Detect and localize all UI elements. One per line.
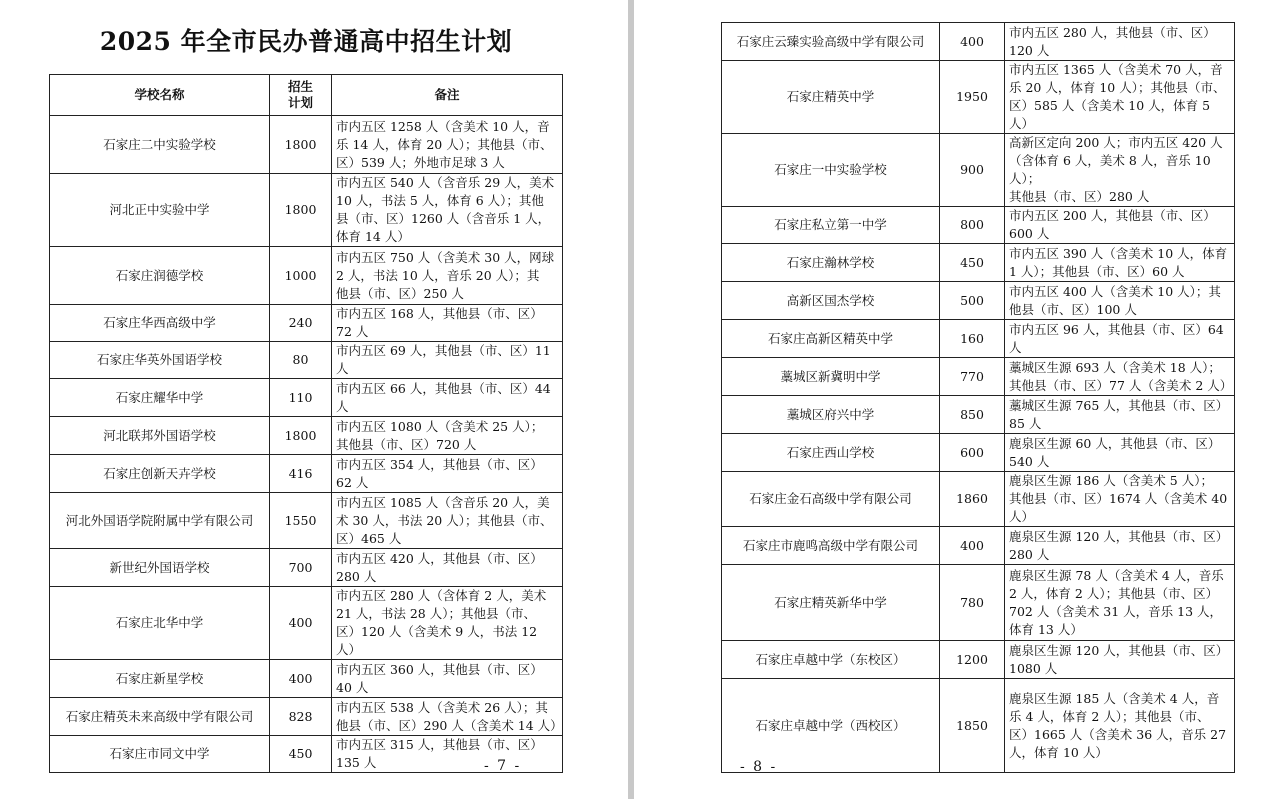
table-row	[722, 23, 1235, 61]
note-cell: 市内五区 750 人（含美术 30 人，网球 2 人，书法 10 人，音乐 20 人）；其 他县（市、区）250 人	[332, 247, 563, 305]
school-name-cell: 石家庄华西高级中学	[50, 305, 270, 342]
school-name-cell: 藁城区新冀明中学	[722, 358, 940, 396]
plan-count-cell: 900	[940, 134, 1005, 207]
note-cell: 鹿泉区生源 78 人（含美术 4 人，音乐 2 人，体育 2 人）；其他县（市、区） 702 人（含美术 31 人，音乐 13 人， 体育 13 人）	[1005, 565, 1235, 641]
note-cell: 高新区定向 200 人；市内五区 420 人 （含体育 6 人，美术 8 人，音乐 10 人）； 其他县（市、区）280 人	[1005, 134, 1235, 207]
school-name-cell: 石家庄云臻实验高级中学有限公司	[722, 23, 940, 61]
note-cell: 鹿泉区生源 120 人，其他县（市、区） 1080 人	[1005, 641, 1235, 679]
plan-count-cell: 500	[940, 282, 1005, 320]
table-row	[722, 207, 1235, 244]
note-cell: 市内五区 420 人，其他县（市、区） 280 人	[332, 549, 563, 587]
school-name-cell: 石家庄新星学校	[50, 660, 270, 698]
table-row	[722, 61, 1235, 134]
note-cell: 市内五区 538 人（含美术 26 人）；其 他县（市、区）290 人（含美术 14 人）	[332, 698, 563, 736]
enrollment-table-left	[49, 74, 563, 773]
school-name-cell: 石家庄精英未来高级中学有限公司	[50, 698, 270, 736]
note-cell: 市内五区 1258 人（含美术 10 人，音 乐 14 人，体育 20 人）；其他县（市、 区）539 人；外地市足球 3 人	[332, 116, 563, 174]
school-name-cell: 河北正中实验中学	[50, 174, 270, 247]
table-row	[722, 565, 1235, 641]
enrollment-table-right	[721, 22, 1235, 773]
plan-count-cell: 400	[270, 660, 332, 698]
plan-count-cell: 850	[940, 396, 1005, 434]
table-row	[722, 134, 1235, 207]
table-row	[50, 493, 563, 549]
school-name-cell: 河北外国语学院附属中学有限公司	[50, 493, 270, 549]
school-name-cell: 石家庄西山学校	[722, 434, 940, 472]
table-row	[50, 417, 563, 455]
plan-count-cell: 240	[270, 305, 332, 342]
school-name-cell: 高新区国杰学校	[722, 282, 940, 320]
note-cell: 市内五区 1080 人（含美术 25 人）； 其他县（市、区）720 人	[332, 417, 563, 455]
table-row	[50, 247, 563, 305]
school-name-cell: 石家庄北华中学	[50, 587, 270, 660]
school-name-cell: 河北联邦外国语学校	[50, 417, 270, 455]
note-cell: 市内五区 280 人，其他县（市、区） 120 人	[1005, 23, 1235, 61]
table-row	[50, 342, 563, 379]
table-row	[50, 587, 563, 660]
note-cell: 藁城区生源 693 人（含美术 18 人）； 其他县（市、区）77 人（含美术 2 人）	[1005, 358, 1235, 396]
table-row	[722, 282, 1235, 320]
page-number: - 8 -	[740, 759, 778, 775]
plan-count-cell: 1000	[270, 247, 332, 305]
note-cell: 市内五区 360 人，其他县（市、区） 40 人	[332, 660, 563, 698]
plan-count-cell: 400	[940, 23, 1005, 61]
plan-count-cell: 1800	[270, 174, 332, 247]
table-row	[722, 320, 1235, 358]
document-page-8	[634, 0, 1280, 799]
plan-count-cell: 600	[940, 434, 1005, 472]
plan-count-cell: 1550	[270, 493, 332, 549]
table-row	[722, 434, 1235, 472]
plan-count-cell: 800	[940, 207, 1005, 244]
plan-count-cell: 160	[940, 320, 1005, 358]
school-name-cell: 藁城区府兴中学	[722, 396, 940, 434]
table-row	[722, 244, 1235, 282]
table-row	[722, 641, 1235, 679]
school-name-cell: 石家庄精英新华中学	[722, 565, 940, 641]
table-row	[50, 455, 563, 493]
school-name-cell: 石家庄润德学校	[50, 247, 270, 305]
plan-count-cell: 1800	[270, 116, 332, 174]
note-cell: 市内五区 1365 人（含美术 70 人，音 乐 20 人，体育 10 人）；其他县（市、 区）585 人（含美术 10 人，体育 5 人）	[1005, 61, 1235, 134]
header-school-name: 学校名称	[50, 75, 270, 116]
note-cell: 市内五区 354 人，其他县（市、区） 62 人	[332, 455, 563, 493]
table-row	[50, 305, 563, 342]
school-name-cell: 石家庄精英中学	[722, 61, 940, 134]
school-name-cell: 石家庄高新区精英中学	[722, 320, 940, 358]
school-name-cell: 石家庄二中实验学校	[50, 116, 270, 174]
school-name-cell: 石家庄耀华中学	[50, 379, 270, 417]
plan-count-cell: 770	[940, 358, 1005, 396]
table-row	[722, 472, 1235, 527]
school-name-cell: 石家庄创新天卉学校	[50, 455, 270, 493]
table-row	[722, 358, 1235, 396]
header-plan: 招生 计划	[270, 75, 332, 116]
note-cell: 市内五区 69 人，其他县（市、区）11 人	[332, 342, 563, 379]
note-cell: 鹿泉区生源 185 人（含美术 4 人，音 乐 4 人，体育 2 人）；其他县（市、 区）1665 人（含美术 36 人，音乐 27 人，体育 10 人）	[1005, 679, 1235, 773]
plan-count-cell: 780	[940, 565, 1005, 641]
table-header-row	[50, 75, 563, 116]
table-row	[50, 660, 563, 698]
school-name-cell: 石家庄市同文中学	[50, 736, 270, 773]
table-row	[722, 527, 1235, 565]
note-cell: 鹿泉区生源 186 人（含美术 5 人）； 其他县（市、区）1674 人（含美术 40 人）	[1005, 472, 1235, 527]
school-name-cell: 石家庄卓越中学（东校区）	[722, 641, 940, 679]
plan-count-cell: 450	[270, 736, 332, 773]
school-name-cell: 石家庄卓越中学（西校区）	[722, 679, 940, 773]
table-row	[722, 396, 1235, 434]
school-name-cell: 新世纪外国语学校	[50, 549, 270, 587]
plan-count-cell: 1200	[940, 641, 1005, 679]
plan-count-cell: 450	[940, 244, 1005, 282]
note-cell: 藁城区生源 765 人，其他县（市、区） 85 人	[1005, 396, 1235, 434]
school-name-cell: 石家庄市鹿鸣高级中学有限公司	[722, 527, 940, 565]
note-cell: 市内五区 66 人，其他县（市、区）44 人	[332, 379, 563, 417]
note-cell: 鹿泉区生源 120 人，其他县（市、区） 280 人	[1005, 527, 1235, 565]
note-cell: 市内五区 200 人，其他县（市、区） 600 人	[1005, 207, 1235, 244]
note-cell: 鹿泉区生源 60 人，其他县（市、区） 540 人	[1005, 434, 1235, 472]
plan-count-cell: 110	[270, 379, 332, 417]
header-note: 备注	[332, 75, 563, 116]
plan-count-cell: 1850	[940, 679, 1005, 773]
plan-count-cell: 1860	[940, 472, 1005, 527]
note-cell: 市内五区 540 人（含音乐 29 人，美术 10 人，书法 5 人，体育 6 人）；其他 县（市、区）1260 人（含音乐 1 人， 体育 14 人）	[332, 174, 563, 247]
school-name-cell: 石家庄金石高级中学有限公司	[722, 472, 940, 527]
document-title: 2025 年全市民办普通高中招生计划	[99, 27, 513, 56]
page-number: - 7 -	[484, 758, 522, 774]
note-cell: 市内五区 280 人（含体育 2 人，美术 21 人，书法 28 人）；其他县（市、 区）120 人（含美术 9 人，书法 12 人）	[332, 587, 563, 660]
school-name-cell: 石家庄一中实验学校	[722, 134, 940, 207]
plan-count-cell: 80	[270, 342, 332, 379]
table-row	[50, 116, 563, 174]
school-name-cell: 石家庄华英外国语学校	[50, 342, 270, 379]
table-row	[50, 698, 563, 736]
note-cell: 市内五区 96 人，其他县（市、区）64 人	[1005, 320, 1235, 358]
plan-count-cell: 700	[270, 549, 332, 587]
plan-count-cell: 416	[270, 455, 332, 493]
note-cell: 市内五区 315 人，其他县（市、区） 135 人	[332, 736, 563, 773]
document-page-7	[0, 0, 628, 799]
table-row	[50, 549, 563, 587]
plan-count-cell: 828	[270, 698, 332, 736]
plan-count-cell: 1800	[270, 417, 332, 455]
note-cell: 市内五区 168 人，其他县（市、区） 72 人	[332, 305, 563, 342]
note-cell: 市内五区 1085 人（含音乐 20 人，美 术 30 人，书法 20 人）；其他县（市、 区）465 人	[332, 493, 563, 549]
note-cell: 市内五区 400 人（含美术 10 人）；其 他县（市、区）100 人	[1005, 282, 1235, 320]
plan-count-cell: 400	[940, 527, 1005, 565]
note-cell: 市内五区 390 人（含美术 10 人，体育 1 人）；其他县（市、区）60 人	[1005, 244, 1235, 282]
table-row	[722, 679, 1235, 773]
plan-count-cell: 400	[270, 587, 332, 660]
table-row	[50, 379, 563, 417]
table-row	[50, 174, 563, 247]
school-name-cell: 石家庄私立第一中学	[722, 207, 940, 244]
plan-count-cell: 1950	[940, 61, 1005, 134]
school-name-cell: 石家庄瀚林学校	[722, 244, 940, 282]
